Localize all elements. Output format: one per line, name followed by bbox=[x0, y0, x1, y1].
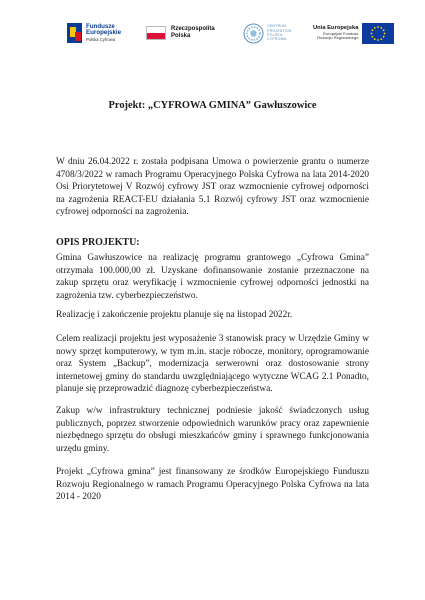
cpd-logo-line3: POLSKA bbox=[267, 33, 283, 37]
fe-logo-line3: Polska Cyfrowa bbox=[86, 36, 116, 42]
polish-flag-icon bbox=[146, 26, 166, 40]
eu-logo-line2: Europejski Fundusz bbox=[323, 30, 359, 36]
paragraph-financing: Projekt „Cyfrowa gmina” jest finansowany ze środków Europejskiego Funduszu Rozwoju Regionalnego w ramach Programu Operacyjnego Polska Cyfrowa na lata 2014 - 2020 bbox=[56, 467, 369, 503]
rzeczpospolita-polska-logo bbox=[146, 20, 215, 46]
cpd-logo-line1: CENTRUM bbox=[267, 24, 287, 29]
rp-logo-line1: Rzeczpospolita bbox=[171, 26, 215, 33]
section-heading: OPIS PROJEKTU: bbox=[56, 237, 140, 248]
cpd-logo-line4: CYFROWA bbox=[267, 37, 287, 42]
fundusze-europejskie-mark-icon bbox=[67, 23, 82, 43]
centrum-projektow-mark-icon bbox=[243, 23, 264, 44]
unia-europejska-logo bbox=[313, 20, 394, 46]
intro-paragraph: W dniu 26.04.2022 r. została podpisana Umowa o powierzenie grantu o numerze 4708/3/2022 w ramach Programu Operacyjnego Polska Cyfrowa na lata 2014-2020 Osi Priorytetowej V Rozwój cyfrowy JST oraz wzmocnienie cyfrowej odporności na zagrożenia REACT-EU działania 5.1 Rozwój cyfrowy JST oraz wzmocnienie cyfrowej odporności na zagrożenia. bbox=[56, 157, 369, 218]
eu-flag-icon bbox=[362, 23, 394, 44]
fe-logo-line2: Europejskie bbox=[86, 29, 122, 37]
paragraph-goals: Celem realizacji projektu jest wyposażenie 3 stanowisk pracy w Urzędzie Gminy w nowy sprzęt komputerowy, w tym m.in. stacje robocze, monitory, oprogramowanie oraz System „Backup”, modernizacja serwerowni oraz dostosowanie strony internetowej gminy do standardu uwzględniającego wytyczne WCAG 2.1 Ponadto, planuje się przeprowadzić diagnozę cyberbezpieczeństwa. bbox=[56, 334, 369, 395]
paragraph-schedule: Realizację i zakończenie projektu planuje się na listopad 2022r. bbox=[56, 310, 293, 320]
rp-logo-line2: Polska bbox=[171, 33, 191, 39]
paragraph-infrastructure: Zakup w/w infrastruktury technicznej podniesie jakość świadczonych usług publicznych, poprzez stworzenie odpowiednich warunków pracy oraz zapewnienie niezbędnego sprzętu do obsługi mieszkańców gminy i sprawnego funkcjonowania urzędu gminy. bbox=[56, 406, 369, 454]
logo-bar bbox=[0, 20, 425, 46]
centrum-projektow-logo bbox=[243, 20, 292, 46]
fe-logo-line1: Fundusze bbox=[86, 23, 115, 31]
fundusze-europejskie-logo bbox=[67, 20, 121, 46]
eu-logo-line3: Rozwoju Regionalnego bbox=[317, 35, 359, 41]
eu-logo-line1: Unia Europejska bbox=[313, 25, 359, 32]
document-title: Projekt: „CYFROWA GMINA” Gawłuszowice bbox=[108, 100, 317, 111]
cpd-logo-line2: PROJEKTÓW bbox=[267, 28, 292, 33]
paragraph-funding: Gmina Gawłuszowice na realizację programu grantowego „Cyfrowa Gmina” otrzymała 100.000,00 zł. Uzyskane dofinansowanie zostanie przeznaczone na zakup sprzętu oraz weryfikację i wzmocnienie cyfrowej odporności jednostki na zagrożenia tzw. cyberbezpieczeństwo. bbox=[56, 253, 369, 301]
